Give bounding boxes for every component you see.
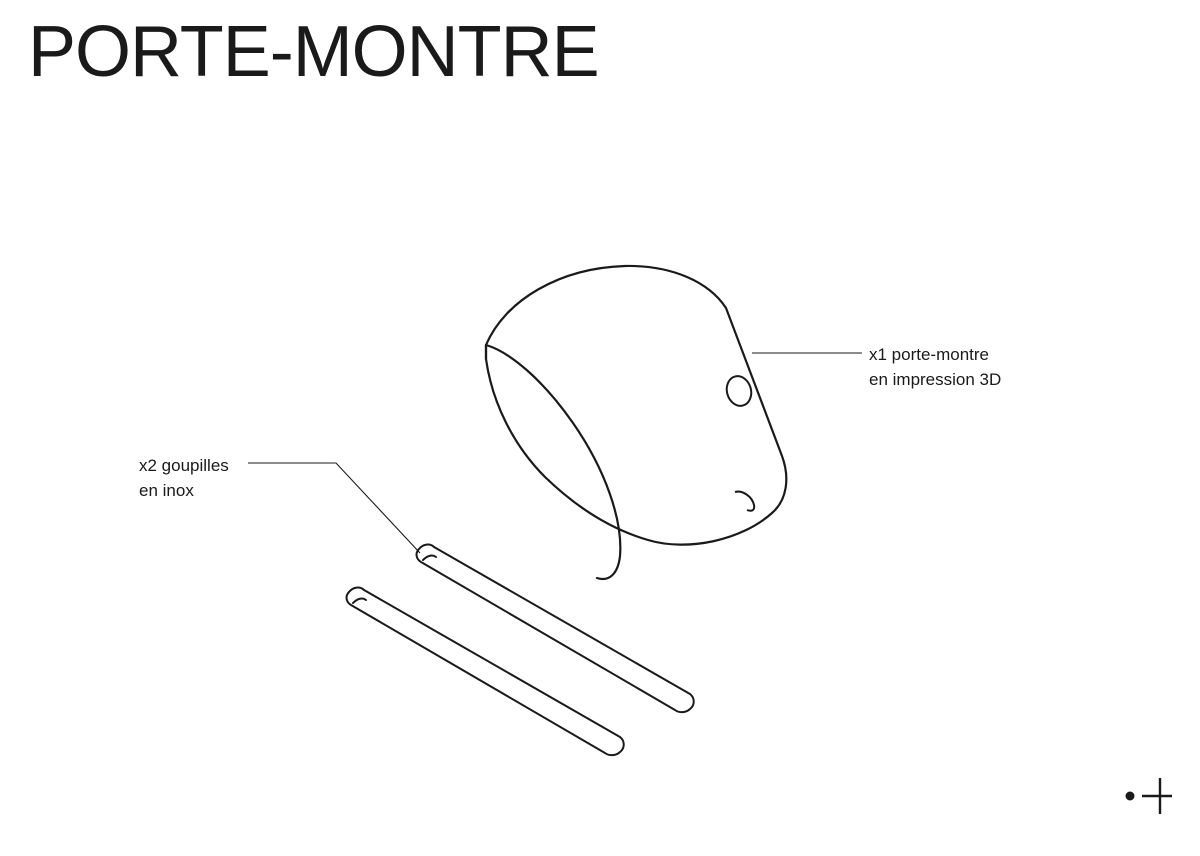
registration-mark-icon (1118, 768, 1180, 830)
callout-body-line1: x1 porte-montre (869, 345, 989, 364)
leader-line-pins (248, 463, 420, 553)
watch-holder-body (486, 266, 786, 579)
pin-upper (417, 545, 694, 713)
pin-hole-lower (735, 492, 754, 511)
callout-pins-line1: x2 goupilles (139, 456, 229, 475)
callout-pins (139, 454, 229, 503)
callout-body-line2: en impression 3D (869, 369, 1002, 389)
callout-body (869, 343, 1001, 392)
pin-hole-upper (723, 373, 754, 408)
page-title: PORTE-MONTRE (28, 12, 599, 92)
pin-lower (347, 588, 624, 756)
callout-pins-line2: en inox (139, 480, 194, 500)
